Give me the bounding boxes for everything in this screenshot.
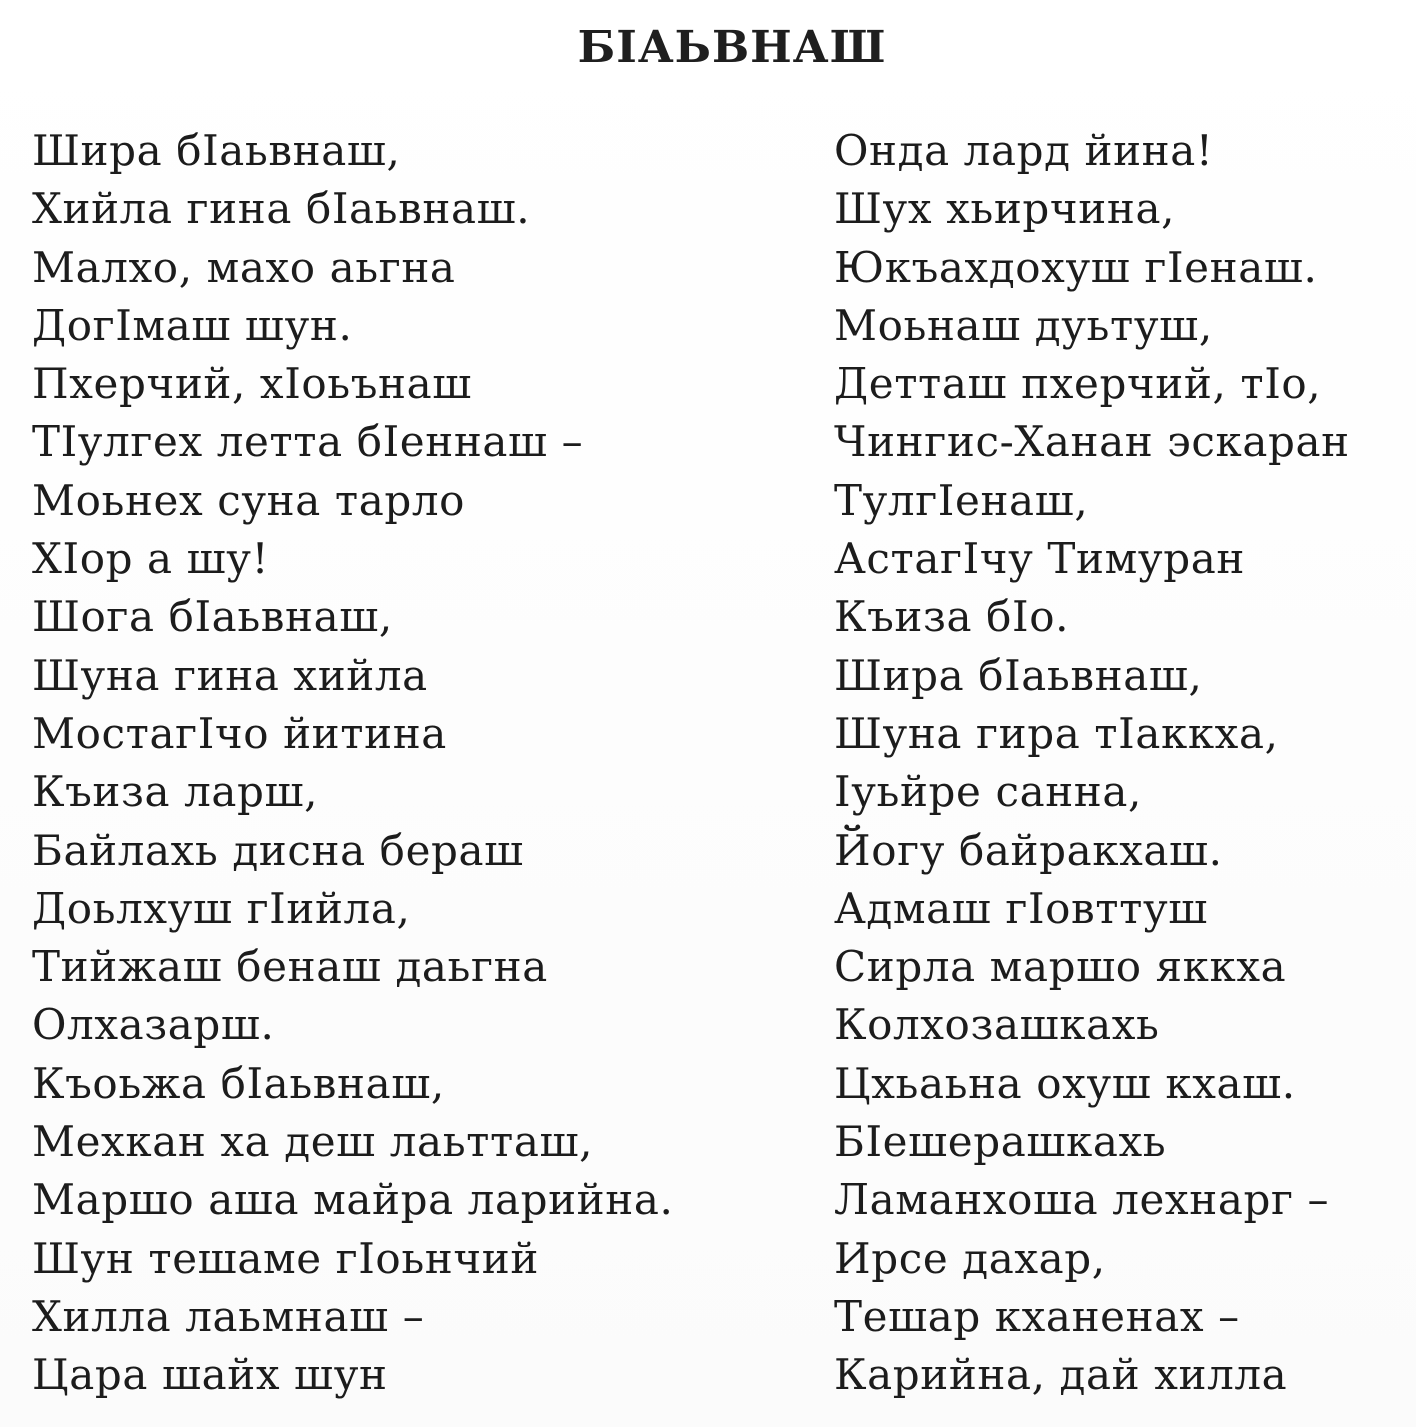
poem-line: Ламанхоша лехнарг – <box>834 1175 1330 1225</box>
poem-line: Доьлхуш гІийла, <box>32 883 411 933</box>
poem-line: Къоьжа бІаьвнаш, <box>32 1058 445 1108</box>
poem-line: Къиза бІо. <box>834 592 1070 642</box>
right-column <box>834 122 1350 1405</box>
poem-line: Детташ пхерчий, тІо, <box>834 359 1322 409</box>
poem-line: Шира бІаьвнаш, <box>32 126 401 175</box>
poem-line: Шуна гира тІаккха, <box>834 708 1279 758</box>
poem-line: Шуна гина хийла <box>32 650 428 700</box>
poem-line: БІешерашкахь <box>834 1117 1167 1167</box>
poem-line: АстагІчу Тимуран <box>834 534 1245 584</box>
poem-line: Шун тешаме гІоьнчий <box>32 1233 539 1283</box>
poem-line: Йогу байракхаш. <box>834 825 1223 875</box>
poem-line: Олхазарш. <box>32 1000 275 1050</box>
poem-line: МостагІчо йитина <box>32 708 447 758</box>
poem-line: Малхо, махо аьгна <box>32 242 456 292</box>
poem-line: Карийна, дай хилла <box>834 1350 1288 1400</box>
poem-line: Шога бІаьвнаш, <box>32 592 393 642</box>
left-column <box>32 122 673 1405</box>
poem-line: Адмаш гІовттуш <box>834 883 1208 933</box>
poem-line: Тешар кханенах – <box>834 1291 1240 1341</box>
poem-line: Моьнех суна тарло <box>32 475 465 525</box>
poem-line: Колхозашкахь <box>834 1000 1160 1050</box>
poem-line: Шух хьирчина, <box>834 184 1176 234</box>
poem-line: Цара шайх шун <box>32 1350 388 1400</box>
poem-line: Цхьаьна охуш кхаш. <box>834 1058 1296 1108</box>
poem-line: Мехкан ха деш лаьтташ, <box>32 1117 594 1167</box>
poem-line: ХІор а шу! <box>32 534 270 584</box>
poem-line: ТулгІенаш, <box>834 475 1089 525</box>
poem-line: Моьнаш дуьтуш, <box>834 300 1213 350</box>
poem-line: Ирсе дахар, <box>834 1233 1106 1283</box>
poem-line: Пхерчий, хІоьънаш <box>32 359 472 409</box>
poem-line: Хийла гина бІаьвнаш. <box>32 184 531 234</box>
poem-line: Байлахь дисна бераш <box>32 825 524 875</box>
poem-line: Онда лард йина! <box>834 126 1214 175</box>
poem-line: Іуьйре санна, <box>834 767 1142 817</box>
poem-line: Юкъахдохуш гІенаш. <box>834 242 1318 292</box>
poem-line: ДогІмаш шун. <box>32 300 353 350</box>
poem-line: Маршо аша майра ларийна. <box>32 1175 674 1225</box>
poem-title: БІАЬВНАШ <box>577 22 887 73</box>
poem-line: ТІулгех летта бІеннаш – <box>32 417 584 467</box>
poem-line: Чингис-Ханан эскаран <box>834 417 1350 467</box>
poem-line: Тийжаш бенаш даьгна <box>32 942 548 992</box>
poem-line: Шира бІаьвнаш, <box>834 650 1203 700</box>
poem-line: Къиза ларш, <box>32 767 319 817</box>
poem-line: Хилла лаьмнаш – <box>32 1291 425 1341</box>
poem-line: Сирла маршо яккха <box>834 942 1287 992</box>
